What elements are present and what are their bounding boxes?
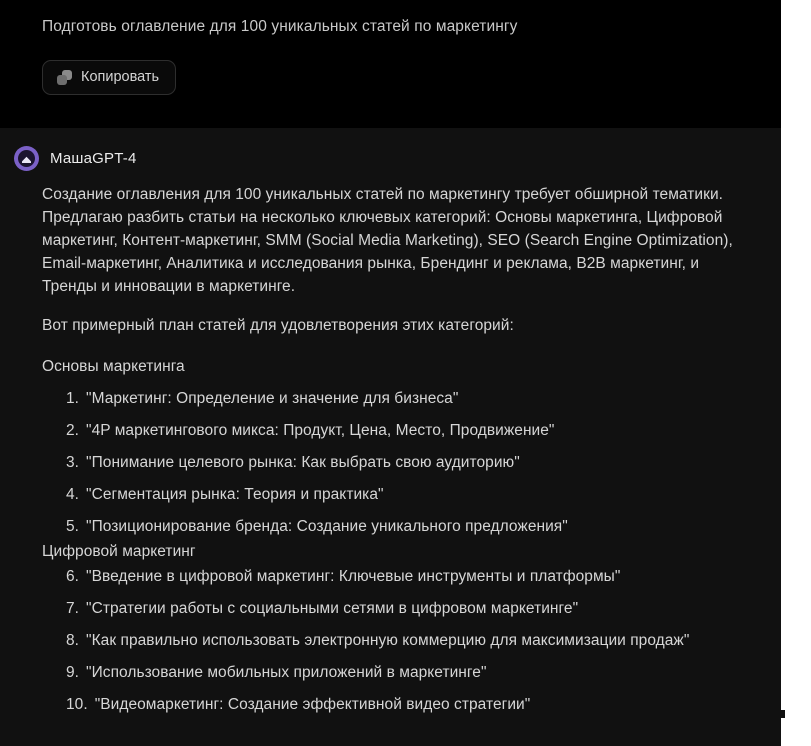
list-item xyxy=(42,515,741,538)
list-item-number: 1. xyxy=(66,390,80,407)
list-item xyxy=(42,419,741,442)
list-item-text: "Позиционирование бренда: Создание уникального предложения" xyxy=(86,518,568,535)
paragraph-plan-lead: Вот примерный план статей для удовлетворения этих категорий: xyxy=(42,317,514,334)
paragraph-intro: Создание оглавления для 100 уникальных статей по маркетингу требует обширной тематики. Предлагаю разбить статьи на несколько ключевых категорий: Основы маркетинга, Цифровой маркетинг, Контент-маркетинг, SMM (Social Media Marketing), SEO (Search Engine Optimization), Email-маркетинг, Аналитика и исследования рынка, Брендинг и реклама, B2B маркетинг, и Тренды и инновации в маркетинге. xyxy=(42,186,733,295)
list-item-number: 7. xyxy=(66,600,80,617)
list-item xyxy=(42,483,741,506)
list-item-number: 4. xyxy=(66,486,80,503)
list-item xyxy=(42,451,741,474)
list-item-text: "Маркетинг: Определение и значение для бизнеса" xyxy=(86,390,459,407)
assistant-message-block xyxy=(0,128,781,736)
section-heading-digital: Цифровой маркетинг xyxy=(42,543,196,560)
assistant-name: МашаGPT-4 xyxy=(50,150,137,167)
assistant-message-body xyxy=(14,183,741,716)
list-item-text: "Видеомаркетинг: Создание эффективной видео стратегии" xyxy=(94,696,531,713)
scroll-notch xyxy=(781,710,785,718)
list-item-text: "Введение в цифровой маркетинг: Ключевые инструменты и платформы" xyxy=(86,568,621,585)
list-item-text: "Стратегии работы с социальными сетями в цифровом маркетинге" xyxy=(86,600,579,617)
article-list-digital xyxy=(42,565,741,716)
list-item-text: "4P маркетингового микса: Продукт, Цена, Место, Продвижение" xyxy=(86,422,555,439)
list-item-number: 2. xyxy=(66,422,80,439)
user-prompt-block xyxy=(0,0,781,128)
list-item-text: "Как правильно использовать электронную коммерцию для максимизации продаж" xyxy=(86,632,690,649)
article-list-basics xyxy=(42,387,741,538)
list-item xyxy=(42,387,741,410)
list-item xyxy=(42,661,741,684)
list-item-number: 9. xyxy=(66,664,80,681)
list-item xyxy=(42,565,741,588)
list-item-number: 5. xyxy=(66,518,80,535)
assistant-message-header xyxy=(14,146,741,171)
list-item-text: "Понимание целевого рынка: Как выбрать свою аудиторию" xyxy=(86,454,520,471)
list-item-number: 6. xyxy=(66,568,80,585)
section-heading-basics: Основы маркетинга xyxy=(42,358,185,375)
list-item-text: "Использование мобильных приложений в маркетинге" xyxy=(86,664,487,681)
copy-icon xyxy=(57,70,72,85)
copy-button[interactable] xyxy=(42,60,176,95)
scrollbar-gutter[interactable] xyxy=(781,0,811,746)
list-item-number: 8. xyxy=(66,632,80,649)
list-item xyxy=(42,597,741,620)
list-item xyxy=(42,693,741,716)
list-item-number: 10. xyxy=(66,696,88,713)
chevron-up-icon xyxy=(18,150,35,167)
user-prompt-text: Подготовь оглавление для 100 уникальных статей по маркетингу xyxy=(42,18,518,35)
copy-button-label: Копировать xyxy=(81,69,160,86)
list-item-number: 3. xyxy=(66,454,80,471)
list-item xyxy=(42,629,741,652)
avatar xyxy=(14,146,39,171)
list-item-text: "Сегментация рынка: Теория и практика" xyxy=(86,486,384,503)
